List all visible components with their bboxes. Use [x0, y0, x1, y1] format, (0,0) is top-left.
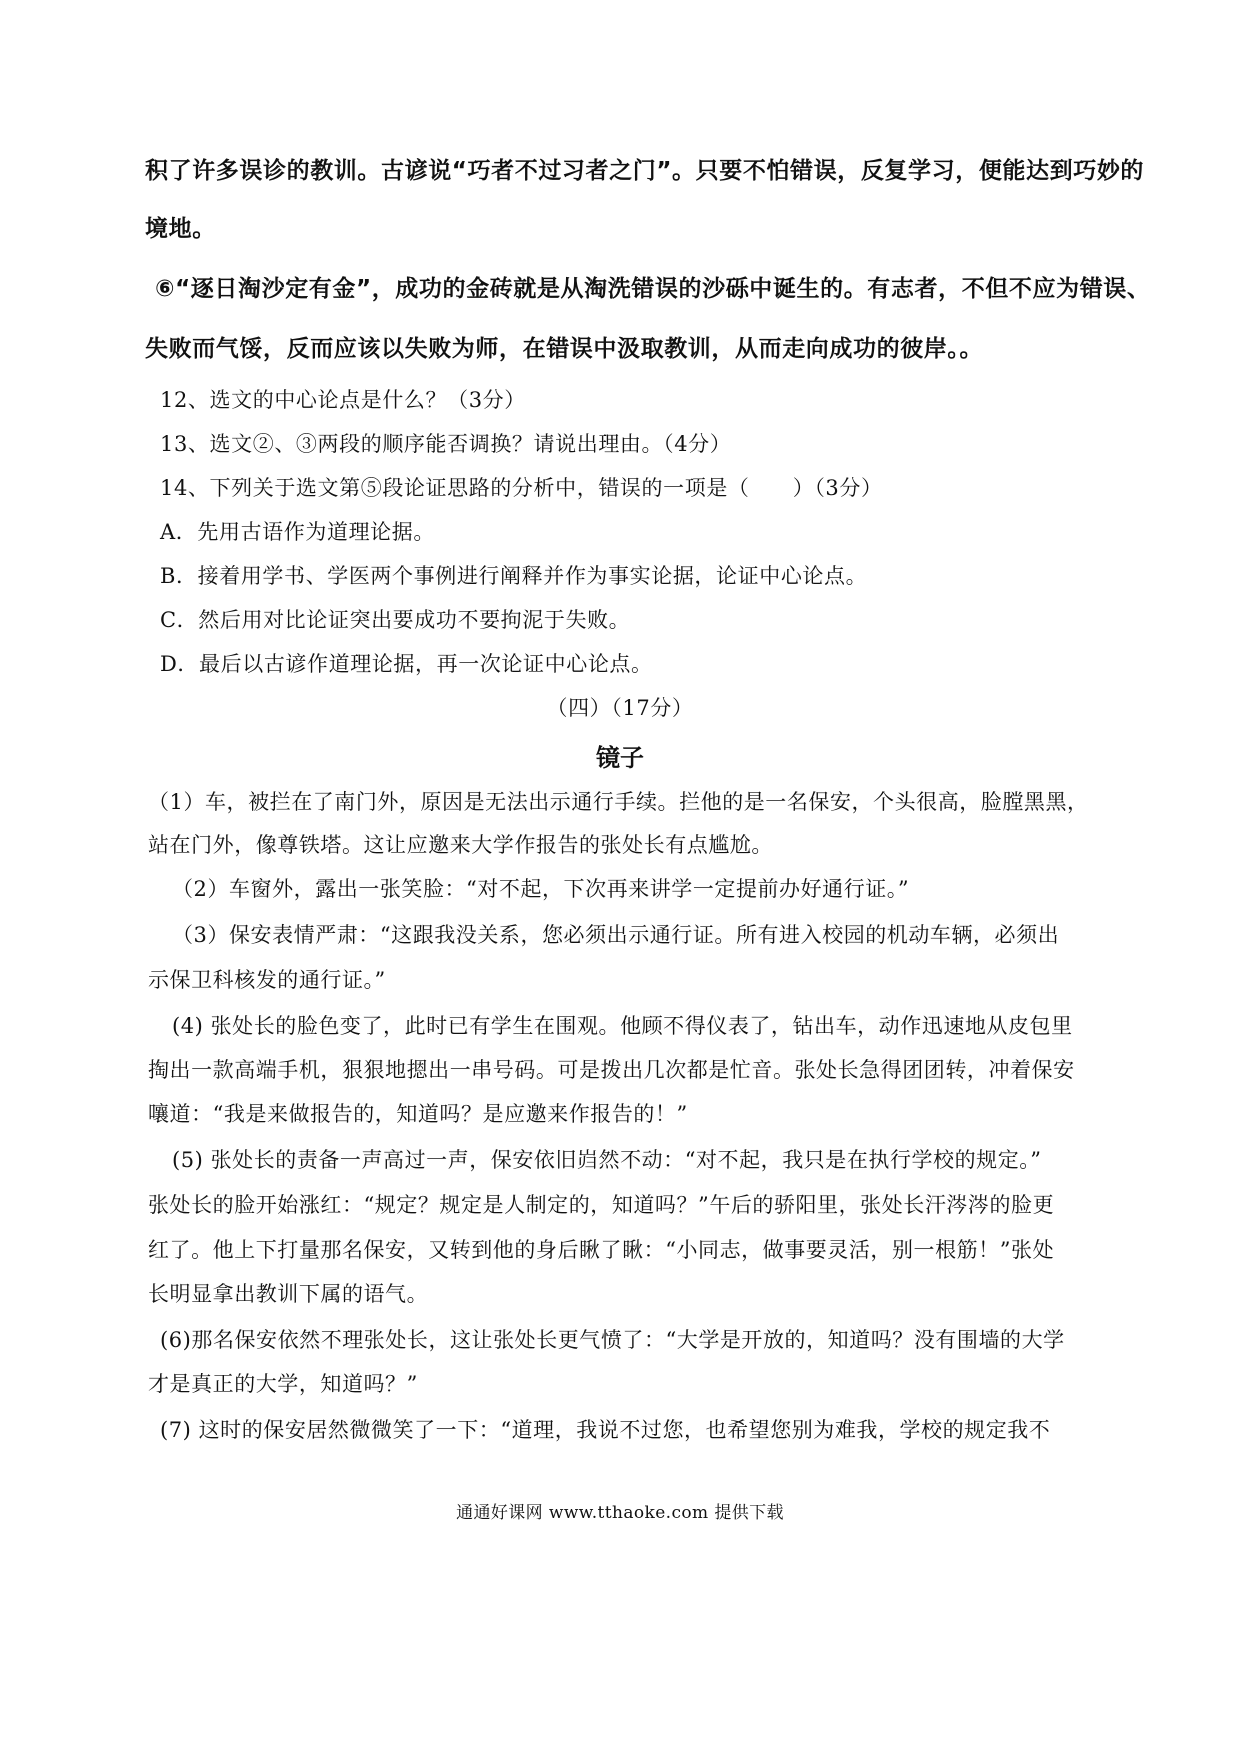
question-13: 13、选文②、③两段的顺序能否调换？请说出理由。（4分）	[160, 432, 732, 456]
essay-line-3: ⑥“逐日淘沙定有金”，成功的金砖就是从淘洗错误的沙砾中诞生的。有志者，不但不应为错误、	[155, 276, 1151, 302]
story-line: (7) 这时的保安居然微微笑了一下：“道理，我说不过您，也希望您别为难我，学校的规定我不	[160, 1418, 1051, 1442]
option-d: D．最后以古谚作道理论据，再一次论证中心论点。	[160, 652, 653, 676]
story-line: 红了。他上下打量那名保安，又转到他的身后瞅了瞅：“小同志，做事要灵活，别一根筋！”张处	[148, 1238, 1055, 1262]
story-line: 示保卫科核发的通行证。”	[148, 968, 386, 992]
question-12: 12、选文的中心论点是什么？（3分）	[160, 388, 526, 412]
question-14: 14、下列关于选文第⑤段论证思路的分析中，错误的一项是（ ）（3分）	[160, 476, 883, 500]
option-a: A．先用古语作为道理论据。	[160, 520, 435, 544]
story-line: 才是真正的大学，知道吗？”	[148, 1372, 418, 1396]
story-line: （2）车窗外，露出一张笑脸：“对不起，下次再来讲学一定提前办好通行证。”	[172, 877, 910, 901]
page-footer: 通通好课网 www.tthaoke.com 提供下载	[456, 1503, 784, 1523]
story-line: 长明显拿出教训下属的语气。	[148, 1282, 429, 1306]
story-line: （3）保安表情严肃：“这跟我没关系，您必须出示通行证。所有进入校园的机动车辆，必须出	[172, 923, 1060, 947]
option-b: B．接着用学书、学医两个事例进行阐释并作为事实论据，论证中心论点。	[160, 564, 868, 588]
story-title: 镜子	[596, 744, 644, 772]
section-heading: （四）（17分）	[546, 696, 694, 720]
story-line: 张处长的脸开始涨红：“规定？规定是人制定的，知道吗？”午后的骄阳里，张处长汗涔涔的脸更	[148, 1193, 1055, 1217]
story-line: 嚷道：“我是来做报告的，知道吗？是应邀来作报告的！”	[148, 1102, 688, 1126]
story-line: 站在门外，像尊铁塔。这让应邀来大学作报告的张处长有点尴尬。	[148, 833, 773, 857]
story-line: (5) 张处长的责备一声高过一声，保安依旧岿然不动：“对不起，我只是在执行学校的规定。”	[172, 1148, 1042, 1172]
story-line: (6)那名保安依然不理张处长，这让张处长更气愤了：“大学是开放的，知道吗？没有围墙的大学	[160, 1328, 1065, 1352]
option-c: C．然后用对比论证突出要成功不要拘泥于失败。	[160, 608, 631, 632]
essay-line-4: 失败而气馁，反而应该以失败为师，在错误中汲取教训，从而走向成功的彼岸。。	[145, 336, 984, 362]
story-line: (4) 张处长的脸色变了，此时已有学生在围观。他顾不得仪表了，钻出车，动作迅速地从皮包里	[172, 1014, 1073, 1038]
essay-line-1: 积了许多误诊的教训。古谚说“巧者不过习者之门”。只要不怕错误，反复学习，便能达到巧妙的	[145, 158, 1145, 184]
story-line: （1）车，被拦在了南门外，原因是无法出示通行手续。拦他的是一名保安，个头很高，脸膛黑黑，	[148, 790, 1089, 814]
story-line: 掏出一款高端手机，狠狠地摁出一串号码。可是拨出几次都是忙音。张处长急得团团转，冲着保安	[148, 1058, 1075, 1082]
essay-line-2: 境地。	[145, 216, 216, 242]
